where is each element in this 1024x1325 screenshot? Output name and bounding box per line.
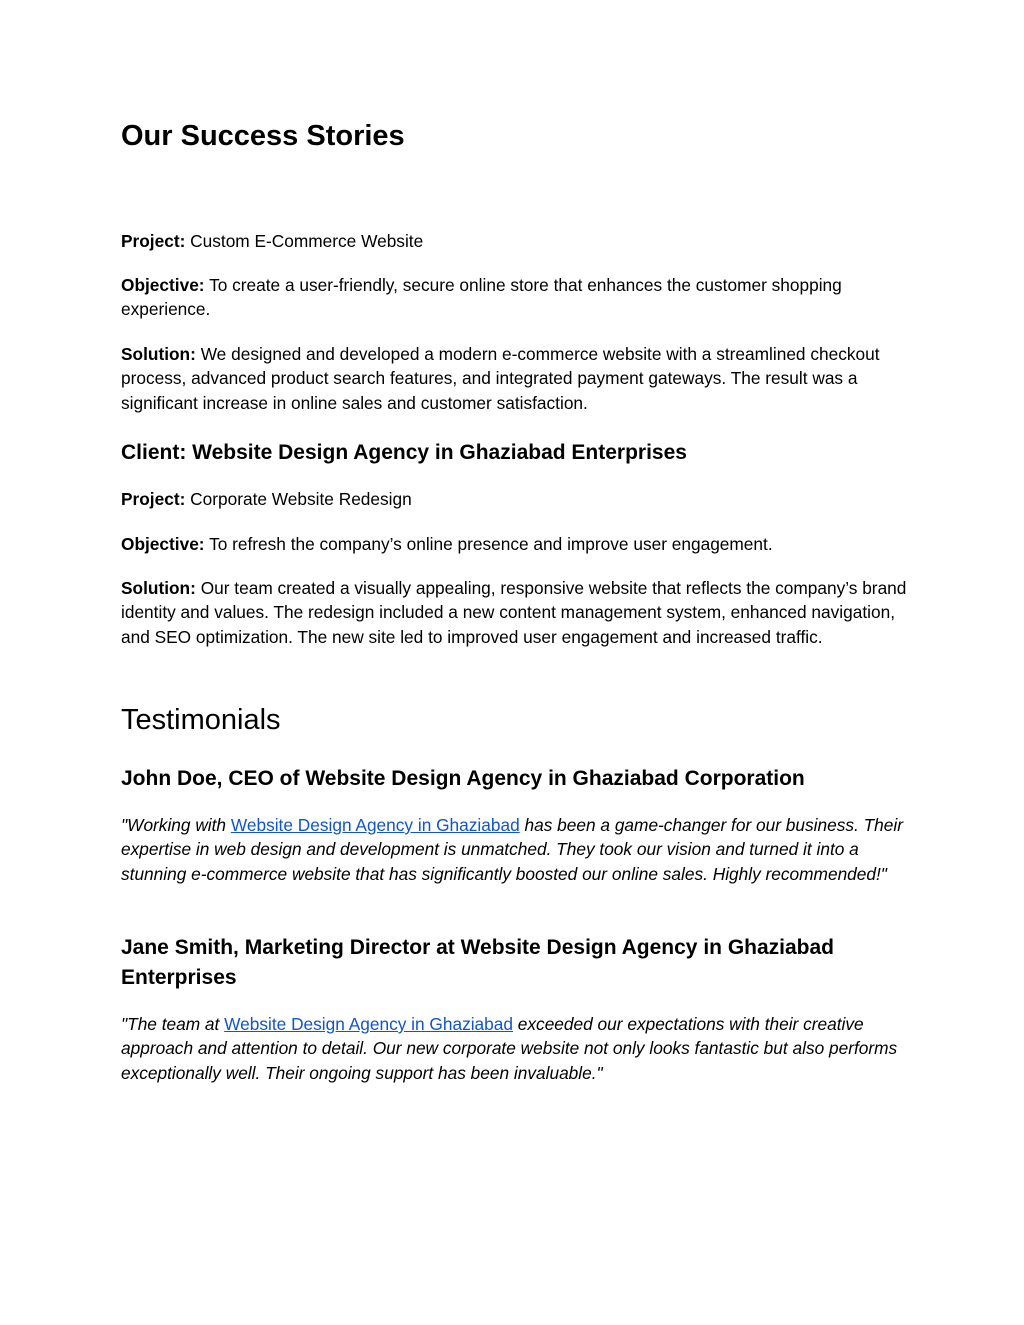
testimonial-quote-end: exceeded our expectations with their creative approach and attention to detail. Our new corporate website not only looks fantastic but also performs exceptionally well. Their ongoing support has been invaluable." xyxy=(121,1014,898,1083)
testimonial-author: Jane Smith, Marketing Director at Website Design Agency in Ghaziabad Enterprises xyxy=(121,936,835,989)
testimonials-heading: Testimonials xyxy=(121,704,281,736)
testimonial-author: John Doe, CEO of Website Design Agency in Ghaziabad Corporation xyxy=(121,767,805,790)
testimonial-quote xyxy=(121,813,911,886)
testimonial-quote-end: has been a game-changer for our business. Their expertise in web design and development is unmatched. They took our vision and turned it into a stunning e-commerce website that has significantly boosted our online sales. Highly recommended!" xyxy=(121,815,903,884)
story1-project-value: Custom E-Commerce Website xyxy=(190,231,424,251)
story1-objective xyxy=(121,273,911,322)
testimonial-quote xyxy=(121,1012,911,1085)
story1-solution-label: Solution: xyxy=(121,344,196,364)
story1-solution-value: We designed and developed a modern e-commerce website with a streamlined checkout process, advanced product search features, and integrated payment gateways. The result was a significant increase in online sales and customer satisfaction. xyxy=(121,344,880,413)
story2-solution-label: Solution: xyxy=(121,578,196,598)
story2-objective xyxy=(121,532,911,556)
story2-client-heading: Client: Website Design Agency in Ghaziabad Enterprises xyxy=(121,441,687,464)
story2-project-label: Project: xyxy=(121,489,186,509)
story2-solution xyxy=(121,576,911,649)
testimonial-quote-start: "The team at xyxy=(121,1014,225,1034)
story1-objective-label: Objective: xyxy=(121,275,205,295)
story2-project-value: Corporate Website Redesign xyxy=(190,489,412,509)
story2-objective-label: Objective: xyxy=(121,534,205,554)
story1-project xyxy=(121,229,911,253)
story1-solution xyxy=(121,342,911,415)
agency-link[interactable]: Website Design Agency in Ghaziabad xyxy=(224,1014,513,1034)
success-stories-heading: Our Success Stories xyxy=(121,120,405,152)
agency-link[interactable]: Website Design Agency in Ghaziabad xyxy=(230,815,520,835)
story2-solution-value: Our team created a visually appealing, responsive website that reflects the company’s brand identity and values. The redesign included a new content management system, enhanced navigation, and SEO optimization. The new site led to improved user engagement and increased traffic. xyxy=(121,578,907,647)
story1-project-label: Project: xyxy=(121,231,186,251)
story1-objective-value: To create a user-friendly, secure online store that enhances the customer shopping experience. xyxy=(121,275,842,320)
testimonial-quote-start: "Working with xyxy=(121,815,231,835)
story2-project xyxy=(121,487,911,511)
story2-objective-value: To refresh the company’s online presence and improve user engagement. xyxy=(209,534,773,554)
